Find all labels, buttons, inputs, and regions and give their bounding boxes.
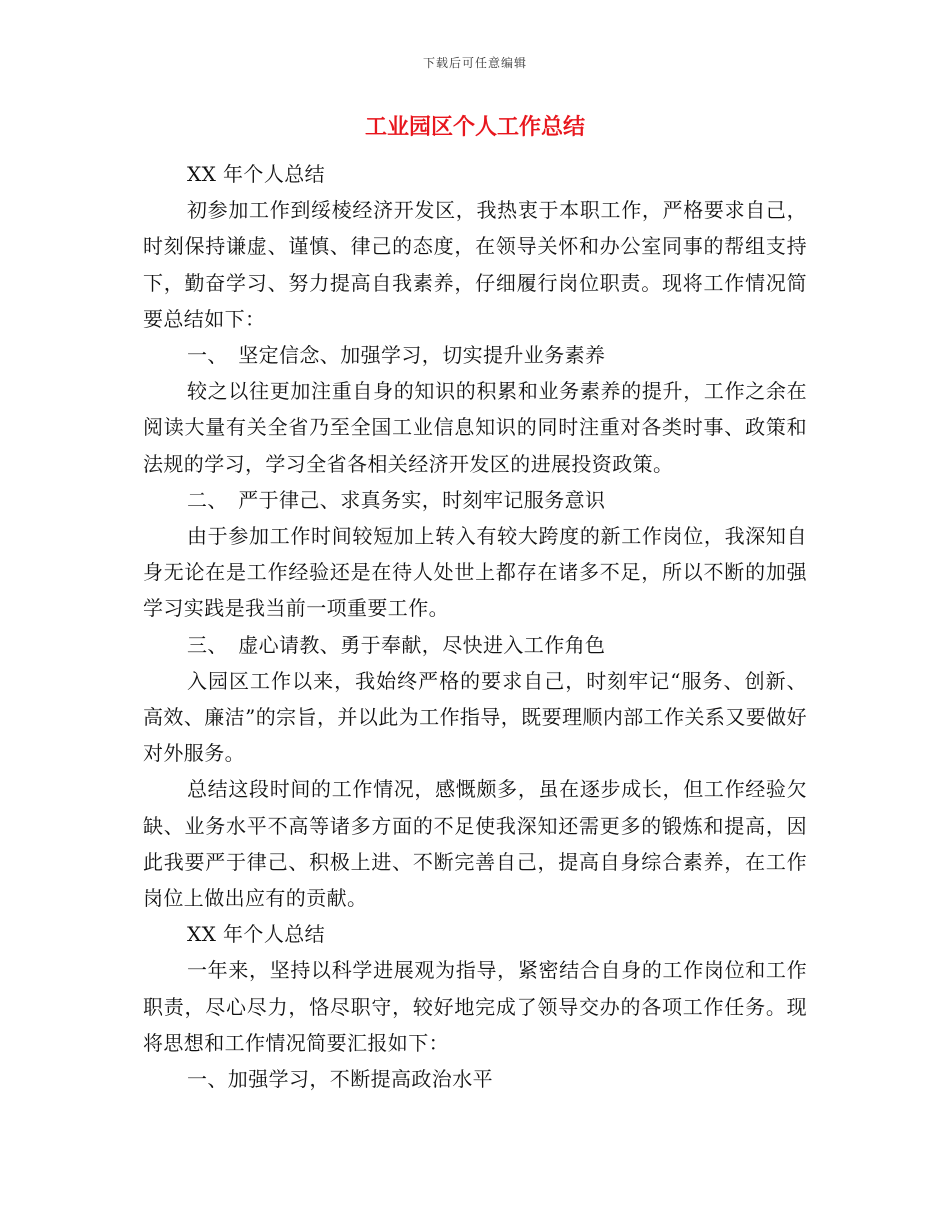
section-heading-2: 一、 坚定信念、加强学习，切实提升业务素养: [187, 343, 606, 368]
document-body: [143, 156, 807, 1097]
section-heading-3: 二、 严于律己、求真务实，时刻牢记服务意识: [187, 487, 606, 512]
header-note: 下载后可任意编辑: [422, 56, 527, 70]
paragraph-6: 一年来，坚持以科学进展观为指导，紧密结合自身的工作岗位和工作职责，尽心尽力，恪尽职守，较好地完成了领导交办的各项工作任务。现将思想和工作情况简要汇报如下：: [143, 958, 807, 1055]
paragraph-4: 入园区工作以来，我始终严格的要求自己，时刻牢记“服务、创新、高效、廉洁”的宗旨，并以此为工作指导，既要理顺内部工作关系又要做好对外服务。: [143, 668, 807, 766]
paragraph-2: 较之以往更加注重自身的知识的积累和业务素养的提升，工作之余在阅读大量有关全省乃至全国工业信息知识的同时注重对各类时事、政策和法规的学习，学习全省各相关经济开发区的进展投资政策。: [143, 379, 807, 476]
section-heading-6: 一、加强学习，不断提高政治水平: [187, 1067, 493, 1092]
document-title: 工业园区个人工作总结: [364, 115, 585, 140]
paragraph-5: 总结这段时间的工作情况，感慨颇多，虽在逐步成长，但工作经验欠缺、业务水平不高等诸多方面的不足使我深知还需更多的锻炼和提高，因此我要严于律己、积极上进、不断完善自己，提高自身综合素养，在工作岗位上做出应有的贡献。: [143, 777, 807, 911]
section-heading-4: 三、 虚心请教、勇于奉献，尽快进入工作角色: [187, 632, 606, 657]
paragraph-3: 由于参加工作时间较短加上转入有较大跨度的新工作岗位，我深知自身无论在是工作经验还是在待人处世上都存在诸多不足，所以不断的加强学习实践是我当前一项重要工作。: [143, 524, 807, 621]
paragraph-1: 初参加工作到绥棱经济开发区，我热衷于本职工作，严格要求自己，时刻保持谦虚、谨慎、律己的态度，在领导关怀和办公室同事的帮组支持下，勤奋学习、努力提高自我素养，仔细履行岗位职责。现将工作情况简要总结如下：: [143, 198, 807, 331]
section-heading-5: XX 年个人总结: [187, 922, 326, 947]
section-heading-1: XX 年个人总结: [187, 162, 326, 186]
